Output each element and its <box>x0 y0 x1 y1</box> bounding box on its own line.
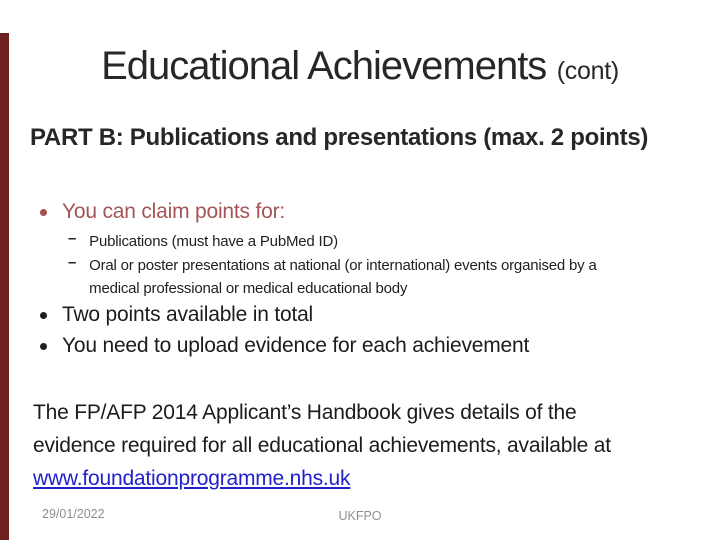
bullet-item-evidence <box>40 334 529 358</box>
sub-bullet-presentations <box>68 254 597 300</box>
slide-title-main: Educational Achievements <box>101 44 547 88</box>
left-accent-bar <box>0 33 9 540</box>
sub-bullet-presentations-line2: medical professional or medical educational body <box>89 280 408 297</box>
handbook-note-line2: evidence required for all educational achievements, available at <box>33 434 611 457</box>
bullet-dot-icon <box>40 343 47 350</box>
sub-bullet-presentations-line1: Oral or poster presentations at national (or international) events organised by a <box>89 257 597 274</box>
handbook-note <box>33 396 673 495</box>
bullet-label-claim: You can claim points for: <box>62 200 286 223</box>
bullet-item-claim <box>40 200 285 224</box>
bullet-dot-icon <box>40 209 47 216</box>
foundation-programme-link[interactable]: www.foundationprogramme.nhs.uk <box>33 467 351 490</box>
sub-bullet-publications <box>68 230 338 253</box>
slide-date: 29/01/2022 <box>42 507 105 521</box>
section-heading: PART B: Publications and presentations (max. 2 points) <box>30 124 649 151</box>
slide-footer-org: UKFPO <box>338 509 382 523</box>
slide-title-suffix: (cont) <box>556 57 619 85</box>
dash-icon: – <box>68 254 77 271</box>
dash-icon: – <box>68 230 77 247</box>
bullet-label-evidence: You need to upload evidence for each achievement <box>62 334 530 357</box>
handbook-note-line1: The FP/AFP 2014 Applicant’s Handbook gives details of the <box>33 401 577 424</box>
bullet-item-total <box>40 303 313 327</box>
slide-title <box>0 44 720 89</box>
bullet-dot-icon <box>40 312 47 319</box>
bullet-label-total: Two points available in total <box>62 303 314 326</box>
sub-bullet-label-publications: Publications (must have a PubMed ID) <box>89 233 338 250</box>
sub-bullet-label-presentations <box>89 254 596 300</box>
